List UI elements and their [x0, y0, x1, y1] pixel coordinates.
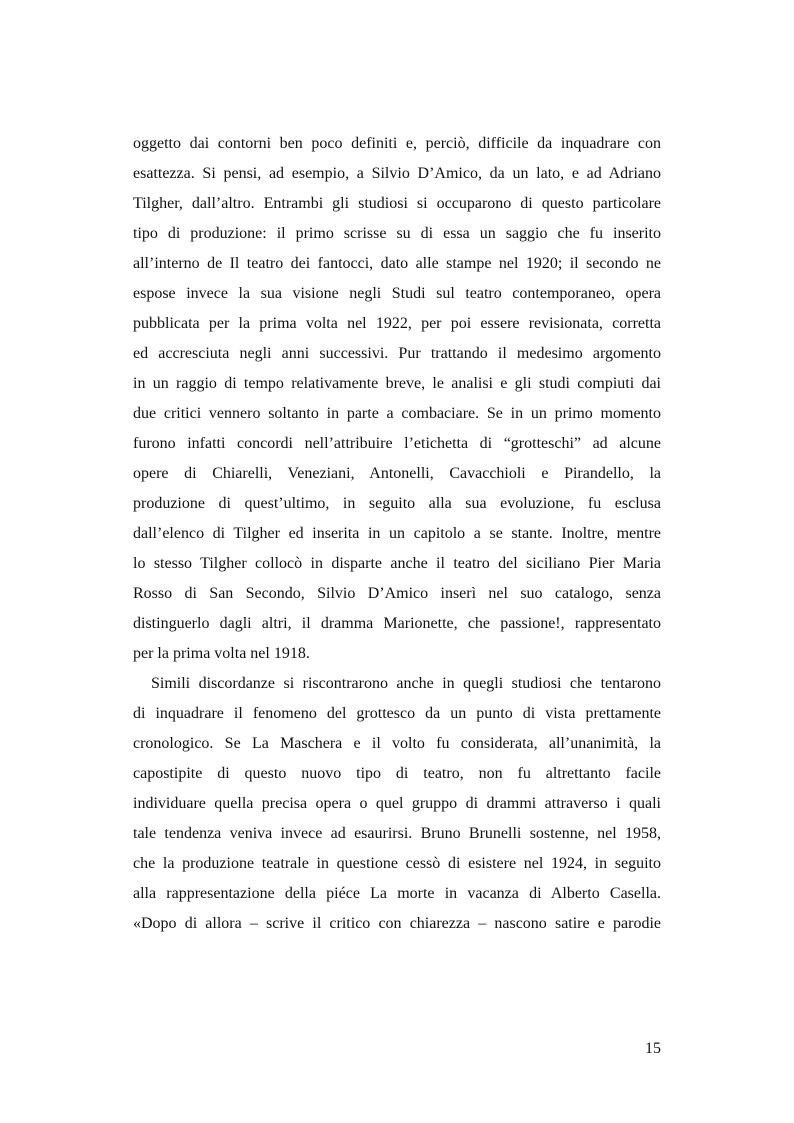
text-line: di inquadrare il fenomeno del grottesco da un punto di vista prettamente	[133, 705, 661, 722]
text-line: opere di Chiarelli, Veneziani, Antonelli, Cavacchioli e Pirandello, la	[133, 465, 661, 482]
text-line: all’interno de Il teatro dei fantocci, dato alle stampe nel 1920; il secondo ne	[133, 255, 661, 272]
text-line: tale tendenza veniva invece ad esaurirsi. Bruno Brunelli sostenne, nel 1958,	[133, 825, 661, 842]
text-line: che la produzione teatrale in questione cessò di esistere nel 1924, in seguito	[133, 855, 661, 872]
text-line: espose invece la sua visione negli Studi sul teatro contemporaneo, opera	[133, 285, 661, 302]
text-line: oggetto dai contorni ben poco definiti e, perciò, difficile da inquadrare con	[133, 135, 661, 152]
text-line: tipo di produzione: il primo scrisse su di essa un saggio che fu inserito	[133, 225, 661, 242]
text-line: Rosso di San Secondo, Silvio D’Amico inserì nel suo catalogo, senza	[133, 585, 661, 602]
text-line: ed accresciuta negli anni successivi. Pur trattando il medesimo argomento	[133, 345, 661, 362]
text-line: cronologico. Se La Maschera e il volto fu considerata, all’unanimità, la	[133, 735, 661, 752]
text-line: esattezza. Si pensi, ad esempio, a Silvio D’Amico, da un lato, e ad Adriano	[133, 165, 661, 182]
text-line: in un raggio di tempo relativamente breve, le analisi e gli studi compiuti dai	[133, 375, 661, 392]
text-line: Simili discordanze si riscontrarono anche in quegli studiosi che tentarono	[151, 675, 661, 692]
text-line: capostipite di questo nuovo tipo di teatro, non fu altrettanto facile	[133, 765, 661, 782]
text-line: per la prima volta nel 1918.	[133, 645, 310, 662]
text-line: lo stesso Tilgher collocò in disparte anche il teatro del siciliano Pier Maria	[133, 555, 661, 572]
text-line: furono infatti concordi nell’attribuire l’etichetta di “grotteschi” ad alcune	[133, 435, 661, 452]
text-line: Tilgher, dall’altro. Entrambi gli studiosi si occuparono di questo particolare	[133, 195, 661, 212]
text-line: due critici vennero soltanto in parte a combaciare. Se in un primo momento	[133, 405, 661, 422]
paragraph-1	[133, 129, 661, 669]
text-line: pubblicata per la prima volta nel 1922, per poi essere revisionata, corretta	[133, 315, 661, 332]
body-text	[133, 129, 661, 939]
text-line: «Dopo di allora – scrive il critico con chiarezza – nascono satire e parodie	[133, 915, 661, 932]
text-line: produzione di quest’ultimo, in seguito alla sua evoluzione, fu esclusa	[133, 495, 661, 512]
page-number: 15	[645, 1040, 661, 1057]
text-line: individuare quella precisa opera o quel gruppo di drammi attraverso i quali	[133, 795, 661, 812]
text-line: alla rappresentazione della piéce La morte in vacanza di Alberto Casella.	[133, 885, 661, 902]
text-line: distinguerlo dagli altri, il dramma Marionette, che passione!, rappresentato	[133, 615, 661, 632]
text-line: dall’elenco di Tilgher ed inserita in un capitolo a se stante. Inoltre, mentre	[133, 525, 661, 542]
paragraph-2	[133, 669, 661, 939]
